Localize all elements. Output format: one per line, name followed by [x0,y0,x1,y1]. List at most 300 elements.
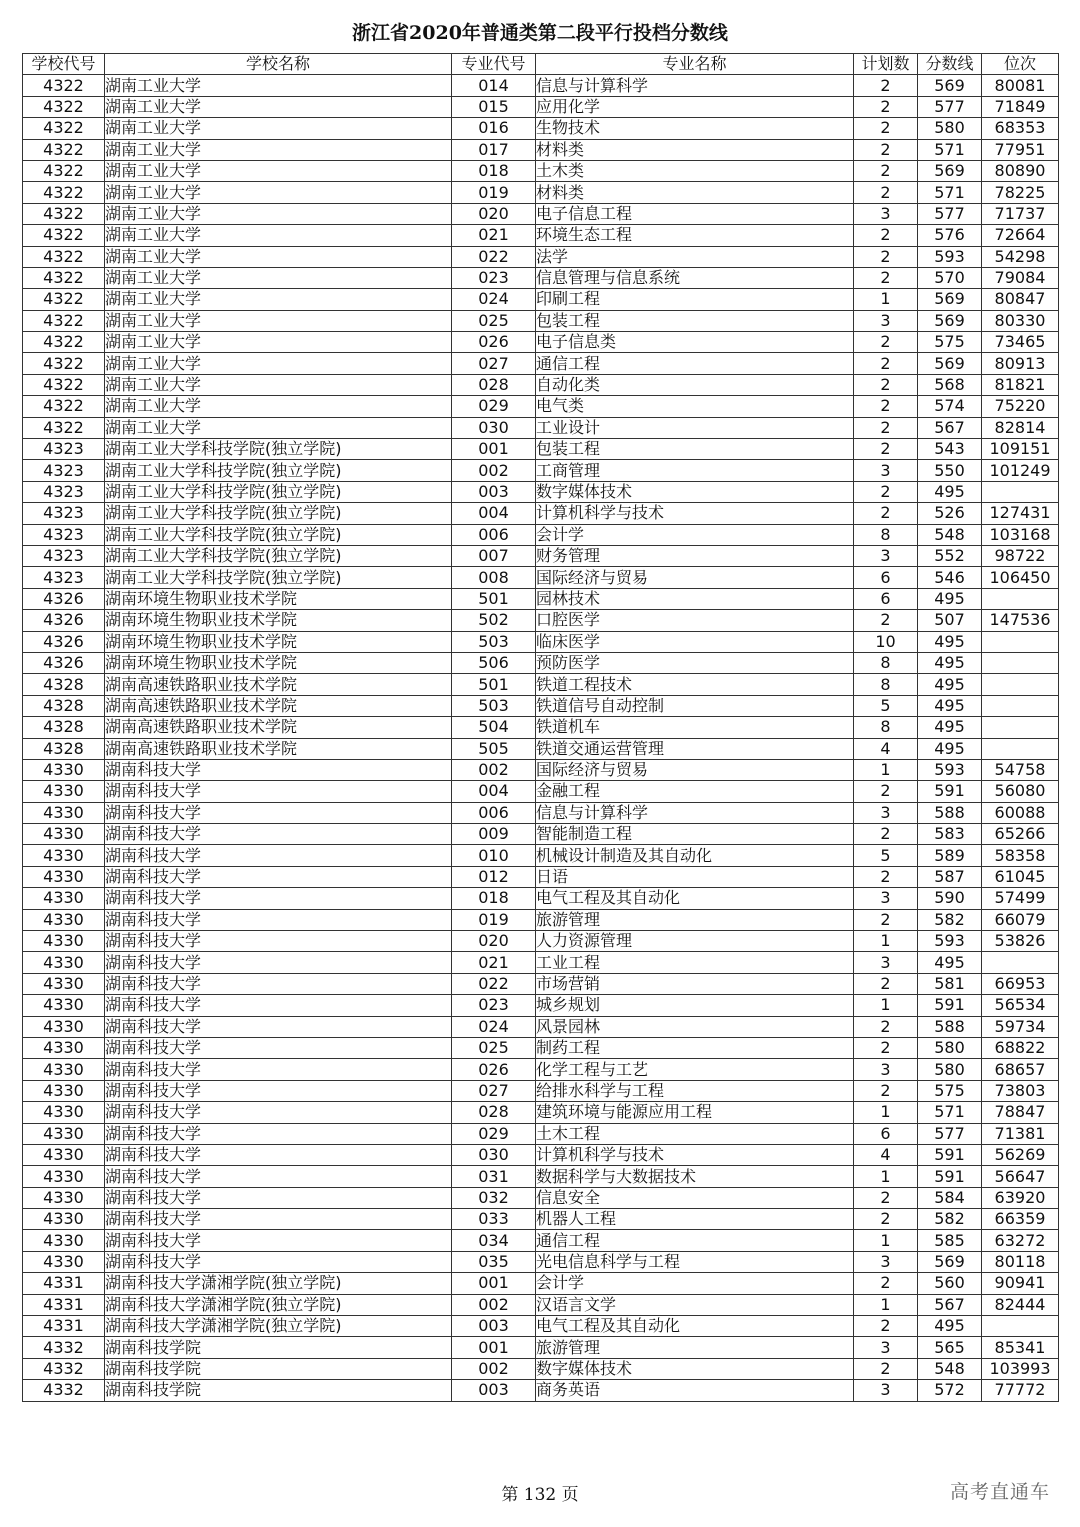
cell-rank [982,717,1059,738]
table-row [23,973,1059,994]
cell-major-name: 智能制造工程 [536,824,854,845]
cell-plan-count: 1 [854,1230,918,1251]
cell-plan-count: 1 [854,931,918,952]
cell-rank: 57499 [982,888,1059,909]
cell-rank: 73465 [982,332,1059,353]
cell-major-name: 铁道工程技术 [536,674,854,695]
cell-major-name: 电子信息类 [536,332,854,353]
cell-major-name: 土木类 [536,160,854,181]
cell-score-line: 593 [918,246,982,267]
cell-major-code: 504 [452,717,536,738]
cell-plan-count: 1 [854,1294,918,1315]
cell-plan-count: 2 [854,75,918,96]
cell-school-name: 湖南工业大学 [105,246,452,267]
table-row [23,824,1059,845]
cell-major-code: 035 [452,1251,536,1272]
cell-major-code: 022 [452,246,536,267]
cell-school-code: 4328 [23,738,105,759]
cell-major-name: 财务管理 [536,545,854,566]
cell-plan-count: 1 [854,289,918,310]
cell-score-line: 495 [918,738,982,759]
cell-major-code: 006 [452,802,536,823]
cell-major-name: 光电信息科学与工程 [536,1251,854,1272]
cell-school-name: 湖南工业大学科技学院(独立学院) [105,460,452,481]
cell-score-line: 552 [918,545,982,566]
cell-school-name: 湖南工业大学 [105,310,452,331]
cell-major-code: 027 [452,1080,536,1101]
cell-school-code: 4330 [23,952,105,973]
cell-major-code: 002 [452,1294,536,1315]
cell-score-line: 495 [918,952,982,973]
cell-rank: 71849 [982,96,1059,117]
cell-major-name: 生物技术 [536,118,854,139]
cell-rank: 54298 [982,246,1059,267]
cell-score-line: 577 [918,203,982,224]
cell-plan-count: 2 [854,824,918,845]
cell-rank: 77772 [982,1380,1059,1401]
cell-school-code: 4323 [23,545,105,566]
cell-major-code: 023 [452,267,536,288]
cell-school-name: 湖南科技大学 [105,781,452,802]
cell-rank: 77951 [982,139,1059,160]
cell-plan-count: 2 [854,1016,918,1037]
cell-school-name: 湖南科技大学 [105,1166,452,1187]
table-row [23,567,1059,588]
cell-score-line: 577 [918,96,982,117]
cell-major-code: 003 [452,481,536,502]
cell-major-name: 计算机科学与技术 [536,503,854,524]
cell-school-name: 湖南科技大学 [105,824,452,845]
cell-major-name: 信息与计算科学 [536,75,854,96]
cell-score-line: 584 [918,1187,982,1208]
table-row [23,118,1059,139]
cell-major-name: 国际经济与贸易 [536,567,854,588]
cell-major-name: 商务英语 [536,1380,854,1401]
cell-major-name: 金融工程 [536,781,854,802]
cell-school-name: 湖南工业大学 [105,225,452,246]
cell-rank: 58358 [982,845,1059,866]
cell-rank: 56269 [982,1144,1059,1165]
cell-score-line: 593 [918,759,982,780]
cell-plan-count: 3 [854,310,918,331]
cell-major-name: 建筑环境与能源应用工程 [536,1102,854,1123]
cell-plan-count: 3 [854,952,918,973]
cell-rank [982,481,1059,502]
cell-major-name: 汉语言文学 [536,1294,854,1315]
cell-school-code: 4330 [23,1209,105,1230]
cell-major-name: 法学 [536,246,854,267]
cell-plan-count: 2 [854,332,918,353]
cell-rank: 60088 [982,802,1059,823]
cell-major-code: 506 [452,652,536,673]
cell-school-name: 湖南工业大学 [105,289,452,310]
cell-major-code: 014 [452,75,536,96]
cell-plan-count: 2 [854,246,918,267]
cell-plan-count: 2 [854,1037,918,1058]
cell-plan-count: 2 [854,267,918,288]
cell-plan-count: 2 [854,417,918,438]
cell-school-code: 4330 [23,1187,105,1208]
cell-school-code: 4330 [23,866,105,887]
cell-school-name: 湖南环境生物职业技术学院 [105,631,452,652]
cell-score-line: 526 [918,503,982,524]
cell-major-name: 工商管理 [536,460,854,481]
cell-major-code: 006 [452,524,536,545]
table-row [23,160,1059,181]
cell-school-name: 湖南高速铁路职业技术学院 [105,717,452,738]
cell-major-code: 003 [452,1316,536,1337]
table-row [23,460,1059,481]
cell-score-line: 591 [918,995,982,1016]
cell-score-line: 495 [918,481,982,502]
cell-major-code: 501 [452,588,536,609]
cell-plan-count: 1 [854,1102,918,1123]
cell-plan-count: 1 [854,1166,918,1187]
cell-rank: 98722 [982,545,1059,566]
cell-school-name: 湖南工业大学 [105,139,452,160]
table-row [23,952,1059,973]
cell-major-name: 计算机科学与技术 [536,1144,854,1165]
cell-plan-count: 6 [854,567,918,588]
cell-plan-count: 2 [854,1080,918,1101]
cell-major-name: 风景园林 [536,1016,854,1037]
cell-major-code: 024 [452,1016,536,1037]
cell-rank: 63272 [982,1230,1059,1251]
cell-plan-count: 10 [854,631,918,652]
cell-plan-count: 2 [854,1273,918,1294]
cell-school-name: 湖南科技大学 [105,888,452,909]
cell-plan-count: 3 [854,802,918,823]
cell-school-code: 4323 [23,503,105,524]
cell-rank [982,674,1059,695]
cell-score-line: 565 [918,1337,982,1358]
cell-score-line: 567 [918,1294,982,1315]
cell-rank [982,652,1059,673]
cell-major-name: 日语 [536,866,854,887]
cell-school-code: 4322 [23,374,105,395]
table-row [23,1080,1059,1101]
table-row [23,1016,1059,1037]
cell-major-code: 026 [452,1059,536,1080]
cell-plan-count: 2 [854,353,918,374]
cell-rank: 103993 [982,1358,1059,1379]
cell-school-name: 湖南工业大学科技学院(独立学院) [105,481,452,502]
table-row [23,866,1059,887]
cell-plan-count: 2 [854,182,918,203]
cell-major-name: 数据科学与大数据技术 [536,1166,854,1187]
cell-major-name: 铁道交通运营管理 [536,738,854,759]
cell-score-line: 571 [918,182,982,203]
table-row [23,1230,1059,1251]
cell-rank [982,1316,1059,1337]
table-row [23,652,1059,673]
cell-rank: 68657 [982,1059,1059,1080]
cell-school-code: 4322 [23,139,105,160]
cell-score-line: 582 [918,1209,982,1230]
cell-school-name: 湖南科技大学 [105,931,452,952]
header-school-code: 学校代号 [23,54,105,75]
table-row [23,588,1059,609]
cell-school-name: 湖南高速铁路职业技术学院 [105,738,452,759]
header-score-line: 分数线 [918,54,982,75]
cell-plan-count: 8 [854,652,918,673]
cell-major-name: 土木工程 [536,1123,854,1144]
cell-school-code: 4322 [23,96,105,117]
cell-school-code: 4322 [23,182,105,203]
cell-rank: 106450 [982,567,1059,588]
cell-major-code: 009 [452,824,536,845]
cell-major-name: 工业工程 [536,952,854,973]
cell-school-name: 湖南科技大学 [105,1102,452,1123]
cell-plan-count: 1 [854,759,918,780]
cell-school-code: 4330 [23,1144,105,1165]
table-row [23,1251,1059,1272]
table-row [23,717,1059,738]
table-row [23,909,1059,930]
cell-major-name: 电气工程及其自动化 [536,888,854,909]
cell-school-code: 4330 [23,845,105,866]
cell-plan-count: 3 [854,1059,918,1080]
cell-rank [982,588,1059,609]
cell-school-name: 湖南科技大学 [105,995,452,1016]
cell-major-name: 应用化学 [536,96,854,117]
cell-school-code: 4326 [23,610,105,631]
cell-major-code: 019 [452,909,536,930]
cell-rank [982,952,1059,973]
cell-rank: 85341 [982,1337,1059,1358]
cell-plan-count: 3 [854,1337,918,1358]
cell-score-line: 569 [918,289,982,310]
cell-plan-count: 6 [854,588,918,609]
cell-score-line: 567 [918,417,982,438]
cell-major-name: 材料类 [536,182,854,203]
cell-rank: 80847 [982,289,1059,310]
cell-school-code: 4322 [23,246,105,267]
cell-score-line: 580 [918,118,982,139]
cell-major-code: 017 [452,139,536,160]
cell-school-code: 4322 [23,160,105,181]
cell-school-code: 4332 [23,1337,105,1358]
cell-score-line: 543 [918,439,982,460]
cell-score-line: 585 [918,1230,982,1251]
cell-rank: 53826 [982,931,1059,952]
cell-major-name: 旅游管理 [536,909,854,930]
cell-major-code: 028 [452,374,536,395]
cell-score-line: 569 [918,160,982,181]
cell-school-name: 湖南工业大学 [105,332,452,353]
cell-major-code: 503 [452,695,536,716]
cell-major-name: 会计学 [536,1273,854,1294]
cell-school-code: 4323 [23,567,105,588]
cell-school-name: 湖南科技学院 [105,1358,452,1379]
cell-school-code: 4330 [23,1123,105,1144]
table-row [23,1358,1059,1379]
cell-score-line: 591 [918,1166,982,1187]
cell-major-name: 制药工程 [536,1037,854,1058]
cell-school-name: 湖南工业大学 [105,417,452,438]
cell-score-line: 570 [918,267,982,288]
cell-plan-count: 8 [854,524,918,545]
cell-rank: 61045 [982,866,1059,887]
cell-major-code: 022 [452,973,536,994]
cell-major-name: 材料类 [536,139,854,160]
cell-school-code: 4322 [23,353,105,374]
cell-school-code: 4330 [23,995,105,1016]
cell-major-name: 国际经济与贸易 [536,759,854,780]
cell-school-code: 4330 [23,802,105,823]
cell-major-code: 032 [452,1187,536,1208]
table-row [23,845,1059,866]
cell-rank: 127431 [982,503,1059,524]
table-header-row [23,54,1059,75]
cell-rank: 72664 [982,225,1059,246]
cell-score-line: 574 [918,396,982,417]
cell-rank: 54758 [982,759,1059,780]
cell-major-name: 包装工程 [536,439,854,460]
cell-rank: 75220 [982,396,1059,417]
cell-plan-count: 3 [854,460,918,481]
cell-score-line: 588 [918,1016,982,1037]
cell-major-name: 市场营销 [536,973,854,994]
cell-rank: 65266 [982,824,1059,845]
cell-rank: 63920 [982,1187,1059,1208]
cell-major-code: 025 [452,1037,536,1058]
cell-major-code: 021 [452,225,536,246]
table-row [23,332,1059,353]
table-row [23,610,1059,631]
cell-major-name: 旅游管理 [536,1337,854,1358]
cell-major-code: 023 [452,995,536,1016]
cell-score-line: 495 [918,631,982,652]
cell-major-code: 028 [452,1102,536,1123]
cell-score-line: 568 [918,374,982,395]
cell-major-name: 会计学 [536,524,854,545]
cell-major-code: 010 [452,845,536,866]
cell-rank: 109151 [982,439,1059,460]
cell-school-name: 湖南科技大学 [105,866,452,887]
cell-major-code: 030 [452,1144,536,1165]
table-row [23,225,1059,246]
cell-major-code: 003 [452,1380,536,1401]
cell-school-name: 湖南科技大学潇湘学院(独立学院) [105,1316,452,1337]
cell-score-line: 548 [918,1358,982,1379]
header-major-name: 专业名称 [536,54,854,75]
cell-score-line: 580 [918,1059,982,1080]
cell-major-name: 信息管理与信息系统 [536,267,854,288]
cell-major-code: 505 [452,738,536,759]
cell-major-code: 027 [452,353,536,374]
cell-school-code: 4330 [23,1251,105,1272]
table-row [23,481,1059,502]
cell-school-name: 湖南工业大学科技学院(独立学院) [105,503,452,524]
cell-school-code: 4322 [23,310,105,331]
cell-score-line: 588 [918,802,982,823]
cell-plan-count: 2 [854,610,918,631]
cell-major-name: 机械设计制造及其自动化 [536,845,854,866]
table-row [23,417,1059,438]
cell-major-name: 人力资源管理 [536,931,854,952]
cell-school-name: 湖南科技大学 [105,1251,452,1272]
cell-school-name: 湖南科技大学 [105,759,452,780]
cell-major-code: 019 [452,182,536,203]
cell-rank: 71737 [982,203,1059,224]
cell-school-name: 湖南环境生物职业技术学院 [105,610,452,631]
cell-school-code: 4323 [23,481,105,502]
cell-plan-count: 2 [854,374,918,395]
header-school-name: 学校名称 [105,54,452,75]
cell-school-code: 4326 [23,588,105,609]
table-row [23,888,1059,909]
cell-rank: 80118 [982,1251,1059,1272]
cell-school-code: 4330 [23,824,105,845]
cell-rank: 147536 [982,610,1059,631]
cell-school-code: 4330 [23,909,105,930]
cell-school-code: 4332 [23,1358,105,1379]
cell-major-code: 503 [452,631,536,652]
cell-major-code: 001 [452,1337,536,1358]
cell-major-name: 信息与计算科学 [536,802,854,823]
cell-major-code: 501 [452,674,536,695]
cell-plan-count: 2 [854,503,918,524]
cell-school-code: 4322 [23,118,105,139]
cell-school-code: 4331 [23,1273,105,1294]
cell-rank: 101249 [982,460,1059,481]
cell-major-name: 给排水科学与工程 [536,1080,854,1101]
table-row [23,802,1059,823]
cell-school-name: 湖南高速铁路职业技术学院 [105,674,452,695]
cell-plan-count: 2 [854,1316,918,1337]
cell-school-name: 湖南科技大学潇湘学院(独立学院) [105,1273,452,1294]
table-row [23,396,1059,417]
cell-rank: 81821 [982,374,1059,395]
cell-school-code: 4330 [23,1102,105,1123]
cell-major-code: 020 [452,931,536,952]
cell-major-name: 口腔医学 [536,610,854,631]
cell-plan-count: 3 [854,203,918,224]
cell-score-line: 575 [918,332,982,353]
cell-major-code: 021 [452,952,536,973]
cell-score-line: 550 [918,460,982,481]
table-row [23,781,1059,802]
cell-rank: 80330 [982,310,1059,331]
cell-school-name: 湖南科技大学 [105,1059,452,1080]
table-row [23,353,1059,374]
cell-school-code: 4326 [23,652,105,673]
cell-school-name: 湖南工业大学科技学院(独立学院) [105,524,452,545]
cell-plan-count: 2 [854,1187,918,1208]
table-row [23,1102,1059,1123]
table-row [23,503,1059,524]
cell-major-name: 工业设计 [536,417,854,438]
cell-score-line: 572 [918,1380,982,1401]
cell-plan-count: 2 [854,866,918,887]
cell-major-name: 铁道信号自动控制 [536,695,854,716]
cell-score-line: 571 [918,139,982,160]
cell-score-line: 495 [918,717,982,738]
cell-school-code: 4330 [23,1080,105,1101]
cell-rank: 59734 [982,1016,1059,1037]
cell-rank: 78225 [982,182,1059,203]
cell-school-code: 4330 [23,888,105,909]
cell-plan-count: 3 [854,1380,918,1401]
cell-major-name: 电气类 [536,396,854,417]
cell-major-name: 信息安全 [536,1187,854,1208]
cell-major-code: 024 [452,289,536,310]
table-row [23,695,1059,716]
table-row [23,1294,1059,1315]
cell-score-line: 576 [918,225,982,246]
cell-plan-count: 1 [854,995,918,1016]
